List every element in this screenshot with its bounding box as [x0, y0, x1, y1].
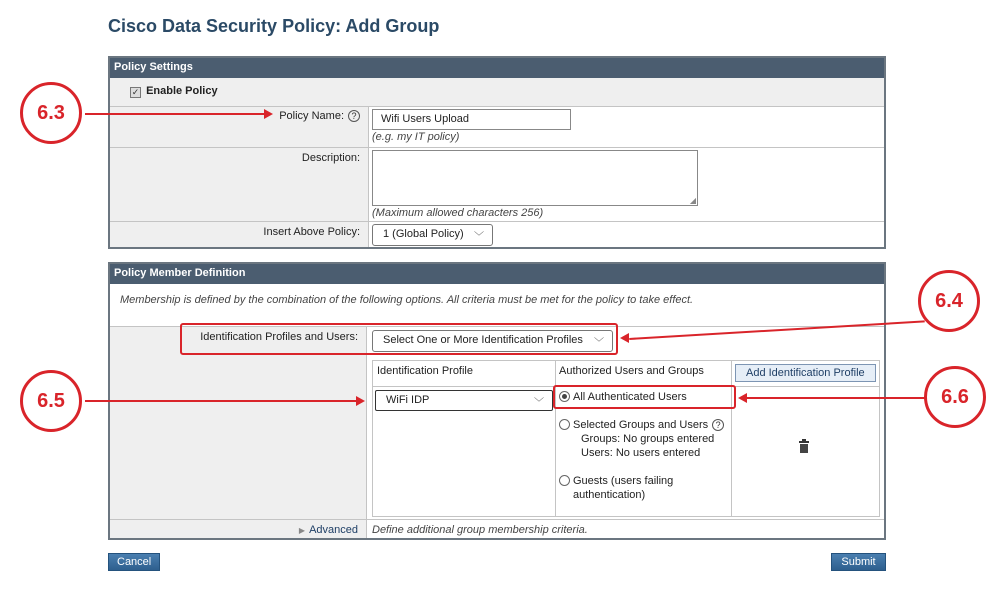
policy-name-hint: (e.g. my IT policy) [372, 131, 460, 143]
insert-above-label: Insert Above Policy: [263, 226, 360, 238]
callout-arrowhead [738, 393, 747, 403]
id-profile-table [372, 360, 880, 517]
description-label: Description: [301, 152, 360, 164]
col-header-users: Authorized Users and Groups [559, 365, 704, 377]
add-id-profile-button[interactable]: Add Identification Profile [735, 364, 876, 382]
callout-arrow-line [85, 113, 265, 115]
advanced-toggle[interactable] [299, 524, 358, 536]
radio-unselected-icon[interactable] [559, 475, 570, 486]
question-circle-icon[interactable]: ? [712, 419, 724, 431]
callout-6-6: 6.6 [924, 366, 986, 428]
resize-handle-icon[interactable]: ◢ [689, 196, 696, 205]
page-title: Cisco Data Security Policy: Add Group [108, 16, 440, 36]
checkbox-checked-icon[interactable]: ✓ [131, 87, 140, 97]
row-divider [110, 519, 884, 520]
policy-settings-panel [108, 56, 886, 249]
submit-button[interactable]: Submit [831, 553, 886, 571]
enable-policy-label: Enable Policy [146, 85, 218, 97]
chevron-down-icon: ﹀ [474, 232, 484, 243]
chevron-down-icon: ﹀ [594, 338, 604, 349]
callout-6-4: 6.4 [918, 270, 980, 332]
triangle-right-icon: ▶ [298, 526, 306, 535]
advanced-label: Advanced [309, 524, 358, 536]
users-line: Users: No users entered [581, 447, 701, 459]
id-profiles-label: Identification Profiles and Users: [200, 331, 358, 343]
radio-unselected-icon[interactable] [559, 419, 570, 430]
radio-guests[interactable] [559, 475, 673, 487]
callout-6-5: 6.5 [20, 370, 82, 432]
callout-6-3: 6.3 [20, 82, 82, 144]
cancel-button[interactable]: Cancel [108, 553, 160, 571]
policy-name-input[interactable]: Wifi Users Upload [372, 109, 571, 130]
col-header-profile: Identification Profile [377, 365, 473, 377]
row-divider [110, 221, 884, 222]
id-profile-select[interactable] [375, 390, 553, 411]
description-hint: (Maximum allowed characters 256) [372, 207, 544, 219]
insert-above-select[interactable] [372, 224, 493, 246]
member-definition-header: Policy Member Definition [110, 264, 884, 284]
question-circle-icon[interactable]: ? [348, 110, 360, 122]
advanced-hint: Define additional group membership criteria. [372, 524, 588, 536]
highlight-all-authenticated [553, 385, 736, 409]
callout-arrowhead [620, 333, 629, 343]
highlight-id-profiles [180, 323, 618, 355]
row-divider [110, 147, 884, 148]
radio-selected-groups[interactable] [559, 419, 724, 431]
callout-arrow-line [746, 397, 926, 399]
trash-icon[interactable] [799, 441, 809, 453]
enable-row-bg [110, 78, 884, 106]
policy-name-label-wrap [279, 110, 360, 122]
col-divider [368, 106, 369, 247]
id-profiles-select-value: Select One or More Identification Profiles [383, 334, 583, 346]
label-column [110, 327, 366, 538]
policy-settings-header: Policy Settings [110, 58, 884, 78]
callout-arrowhead [264, 109, 273, 119]
opt-selected-label: Selected Groups and Users [573, 419, 709, 431]
membership-intro: Membership is defined by the combination of the following options. All criteria must be met for the policy to take effect. [120, 294, 694, 306]
chevron-down-icon: ﹀ [534, 398, 544, 409]
opt-guests-label-2: authentication) [573, 489, 646, 501]
opt-all-label: All Authenticated Users [573, 391, 687, 403]
callout-arrow-line [85, 400, 357, 402]
insert-above-value: 1 (Global Policy) [383, 228, 464, 240]
description-textarea[interactable] [372, 150, 698, 206]
id-profile-value: WiFi IDP [386, 394, 430, 406]
groups-line: Groups: No groups entered [581, 433, 715, 445]
callout-arrowhead [356, 396, 365, 406]
col-divider [366, 327, 367, 538]
opt-guests-label-1: Guests (users failing [573, 475, 674, 487]
policy-name-label: Policy Name: [279, 110, 344, 122]
row-divider [110, 106, 884, 107]
enable-policy-row[interactable] [130, 85, 218, 98]
